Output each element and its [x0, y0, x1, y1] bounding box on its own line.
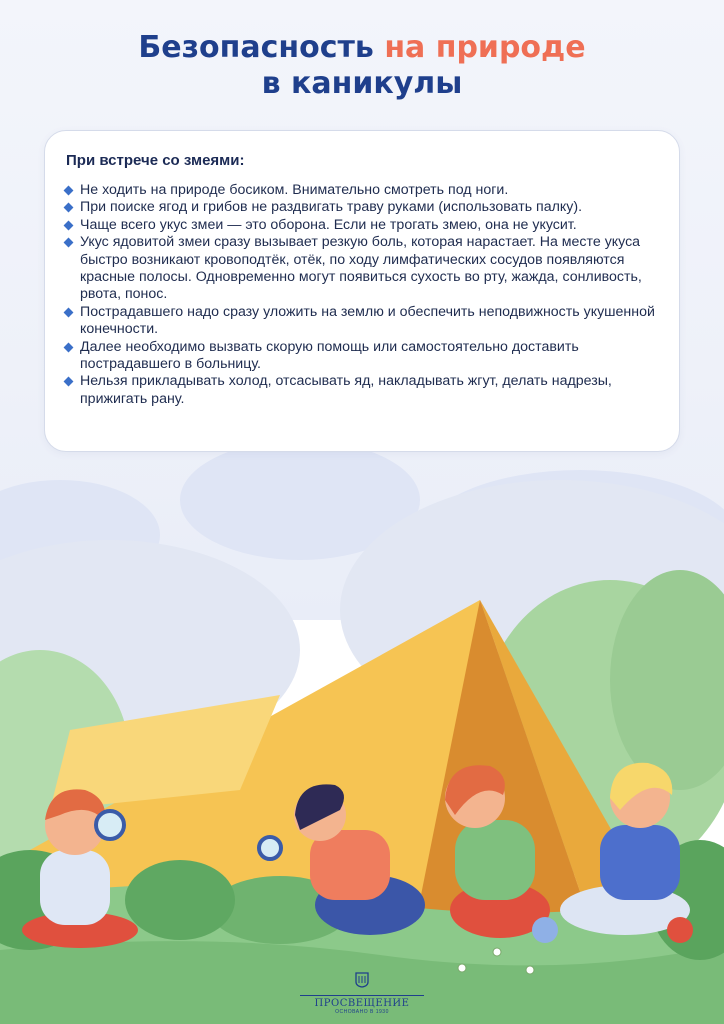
tip-item — [62, 304, 662, 339]
ball — [532, 917, 558, 943]
child-body — [455, 820, 535, 900]
tip-item — [62, 217, 662, 234]
card-heading: При встрече со змеями: — [66, 152, 245, 169]
magnifier-icon — [259, 837, 281, 859]
page-title — [0, 30, 724, 102]
tip-item — [62, 373, 662, 408]
title-part1: Безопасность — [138, 30, 385, 65]
tip-text: Не ходить на природе босиком. Внимательно смотреть под ноги. — [80, 182, 509, 198]
camping-illustration — [0, 430, 724, 1024]
tip-text: Чаще всего укус змеи — это оборона. Если не трогать змею, она не укусит. — [80, 216, 577, 233]
child-body — [40, 850, 110, 925]
logo-name: ПРОСВЕЩЕНИЕ — [314, 998, 410, 1009]
ball — [667, 917, 693, 943]
bush — [125, 860, 235, 940]
tips-list — [62, 182, 662, 408]
diamond-bullet-icon — [64, 203, 74, 213]
tip-item — [62, 182, 662, 199]
diamond-bullet-icon — [64, 377, 74, 387]
tip-text: При поиске ягод и грибов не раздвигать траву руками (использовать палку). — [80, 199, 583, 216]
diamond-bullet-icon — [64, 238, 74, 248]
tip-item — [62, 339, 662, 374]
tip-text: Укус ядовитой змеи сразу вызывает резкую боль, которая нарастает. На месте укуса быстро возникают кровоподтёк, отёк, по ходу лимфатических сосудов появляются красные полосы. Одновременно могут появиться сухость во рту, жажда, сонливость, рвота, понос. — [80, 234, 642, 303]
tip-item — [62, 234, 662, 304]
diamond-bullet-icon — [64, 307, 74, 317]
diamond-bullet-icon — [64, 342, 74, 352]
tip-item — [62, 199, 662, 216]
book-shield-icon — [355, 972, 369, 988]
diamond-bullet-icon — [64, 220, 74, 230]
diamond-bullet-icon — [64, 186, 74, 196]
logo-subtitle: ОСНОВАНО В 1930 — [335, 1009, 389, 1015]
title-line2: в каникулы — [261, 66, 463, 101]
logo-divider — [300, 995, 424, 996]
tip-text: Далее необходимо вызвать скорую помощь или самостоятельно доставить пострадавшего в больницу. — [80, 338, 579, 373]
tip-text: Нельзя прикладывать холод, отсасывать яд, накладывать жгут, делать надрезы, прижигать рану. — [80, 373, 612, 407]
magnifier-icon — [96, 811, 124, 839]
title-accent: на природе — [384, 30, 586, 65]
tip-text: Пострадавшего надо сразу уложить на землю и обеспечить неподвижность укушенной конечности. — [80, 303, 655, 338]
child-body — [600, 825, 680, 900]
publisher-logo — [300, 972, 424, 1015]
